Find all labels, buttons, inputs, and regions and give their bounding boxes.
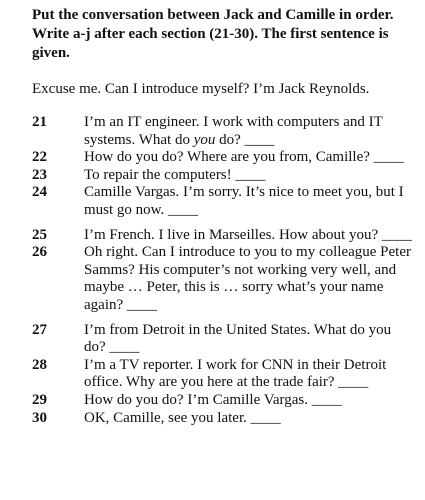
- item-number: 24: [32, 184, 47, 201]
- item-number: 23: [32, 166, 47, 183]
- intro-sentence: Excuse me. Can I introduce myself? I’m Jack Reynolds.: [32, 81, 370, 97]
- worksheet-page: [32, 6, 412, 427]
- conversation-list: [32, 114, 412, 427]
- item-number: 29: [32, 391, 47, 408]
- item-text: How do you do? I’m Camille Vargas. ____: [84, 391, 342, 408]
- item-text: To repair the computers! ____: [84, 166, 266, 183]
- conversation-item-30: [32, 410, 412, 428]
- item-number: 25: [32, 226, 47, 243]
- conversation-item-23: [32, 167, 412, 185]
- conversation-item-27: [32, 322, 412, 357]
- item-text: I’m French. I live in Marseilles. How about you? ____: [84, 226, 412, 243]
- item-text: Camille Vargas. I’m sorry. It’s nice to meet you, but I must go now. ____: [84, 184, 404, 218]
- conversation-item-24: [32, 184, 412, 219]
- instructions-heading: Put the conversation between Jack and Camille in order. Write a-j after each section (21-30). The first sentence is given.: [32, 7, 394, 61]
- item-text: How do you do? Where are you from, Camille? ____: [84, 149, 404, 166]
- item-number: 21: [32, 114, 47, 130]
- item-text: OK, Camille, see you later. ____: [84, 409, 281, 426]
- item-text: I’m an IT engineer. I work with computers and IT systems. What do you do? ____: [84, 114, 383, 148]
- conversation-item-22: [32, 149, 412, 167]
- item-number: 27: [32, 321, 47, 338]
- item-text: Oh right. Can I introduce to you to my colleague Peter Samms? His computer’s not working very well, and maybe … Peter, this is … sorry what’s your name again? ____: [84, 244, 412, 313]
- conversation-item-25: [32, 227, 412, 245]
- item-number: 28: [32, 356, 47, 373]
- item-number: 30: [32, 409, 47, 426]
- conversation-item-26: [32, 244, 412, 314]
- conversation-item-21: [32, 114, 412, 149]
- conversation-item-29: [32, 392, 412, 410]
- item-number: 26: [32, 244, 47, 261]
- conversation-item-28: [32, 357, 412, 392]
- emphasis-text: you: [193, 131, 216, 148]
- item-number: 22: [32, 149, 47, 166]
- item-text: I’m from Detroit in the United States. What do you do? ____: [84, 321, 392, 356]
- item-text: I’m a TV reporter. I work for CNN in their Detroit office. Why are you here at the trade fair? ____: [84, 356, 387, 391]
